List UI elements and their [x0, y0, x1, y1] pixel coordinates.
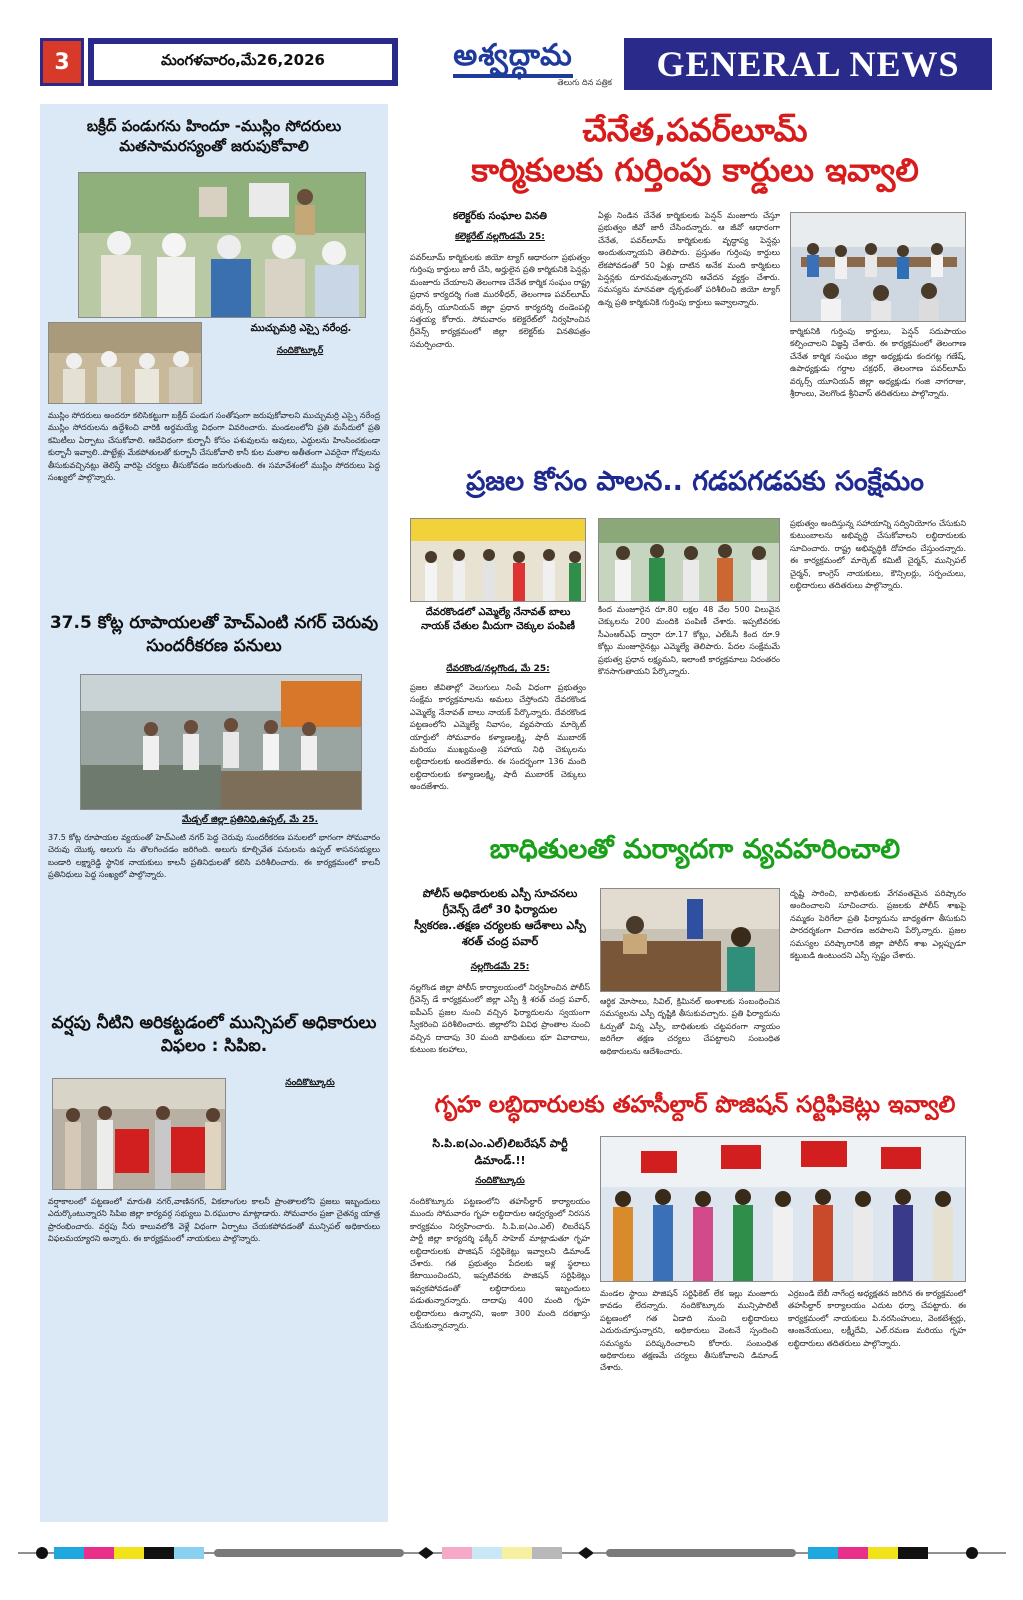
main-2-headline: ప్రజల కోసం పాలన.. గడపగడపకు సంక్షేమం: [466, 466, 924, 497]
main-2-body-col-3: ప్రభుత్వం అందిస్తున్న సహాయాన్ని సద్వినియోగం చేసుకుని కుటుంబాలను అభివృద్ధి చేసుకోవాలని లబ్ధిదారులకు సూచించారు. రాష్ట్ర అభివృద్ధికి దోహదం చేస్తుందన్నారు. ఈ కార్యక్రమంలో మార్కెట్ కమిటీ చైర్మన్, మున్సిపల్ చైర్మన్, కాంగ్రెస్ నాయకులు, కౌన్సిలర్లు, సర్పంచులు, లబ్ధిదారులు తదితరులు పాల్గొన్నారు.: [790, 519, 966, 590]
article-1-body: ముస్లిం సోదరులు అందరూ కలిసికట్టుగా బక్రీద్ పండుగ సంతోషంగా జరుపుకోవాలని ముచ్చుమర్రి ఎస్సై నరేంద్ర ముస్లిం సోదరులను ఉద్దేశించి వారికి అర్థమయ్యే విధంగా వివరించారు. మండలంలోని ప్రతి మసీదులో ప్రతి కమిటీలు ఏర్పాటు చేసుకోవాలి. ఆదేవిధంగా కుర్బానీ కోసం పశువులను అవులు, ఎద్దులను హింసించకుండా కుర్బానీ ఇవ్వాలి..పొట్టేళ్లు మేకపోతులతో కుర్బానీ చేసుకోవాలి కానీ కుల మతాల అతీతంగా ఎవరైనా గోవులను తీసుకువచ్చినట్లు తెలిస్తే వారిపై చర్యలు తీసుకోవడం జరుగుతుంది. ఈ సమావేశంలో ముస్లిం సోదరులు పెద్ద సంఖ్యలో పాల్గొన్నారు.: [48, 411, 380, 482]
main-2-dateline: దేవరకొండ/నల్లగొండ, మే 25:: [446, 664, 550, 674]
main-4-subhead: సి.పి.ఐ(ఎం.ఎల్)లిబరేషన్ పార్టీ డిమాండ్.!!: [432, 1137, 568, 1167]
masthead-logo: [404, 36, 622, 90]
main-3-subhead: పోలీస్ అధికారులకు ఎస్పీ సూచనలు గ్రీవెన్స్ డేలో 30 ఫిర్యాదుల స్వీకరణ..తక్షణ చర్యలకు ఆదేశాలు ఎస్పీ శరత్ చంద్ర పవార్: [414, 887, 586, 948]
issue-date: మంగళవారం,మే26,2026: [94, 44, 392, 80]
main-2-body-col-2: కింద మంజూరైన రూ.80 లక్షల 48 వేల 500 విలువైన చెక్కులను 200 మందికి పంపిణీ చేశారు. ఇప్పటివరకు సీఎంఆర్ఎఫ్ ద్వారా రూ.17 కోట్లు, ఎల్ఓసీ కింద రూ.9 కోట్లు మంజూరైనట్లు ఎమ్మెల్యే తెలిపారు. పేదల సంక్షేమమే ప్రభుత్వ ప్రధాన లక్ష్యమని, ఇలాంటి కార్యక్రమాలు నిరంతరం కొనసాగుతాయని పేర్కొన్నారు.: [598, 605, 780, 676]
article-2-body: 37.5 కోట్ల రూపాయల వ్యయంతో హెచ్ఎంటి నగర్ పెద్ద చెరువు సుందరీకరణ పనులలో భాగంగా సోమవారం చెరువు యొక్క అలుగు ను తొలగించడం జరిగింది. అలుగు కూల్చివేత పనులను ఉప్పల్ శాసనసభ్యులు బండారి లక్ష్మారెడ్డి స్థానిక నాయకులు కాలనీ ప్రతినిధులతో కలిసి పరిశీలించారు. ఈ కార్యక్రమంలో కాలనీ ప్రతినిధులు పెద్ద సంఖ్యలో పాల్గొన్నారు.: [48, 833, 380, 880]
main-1-headline-line-2: కార్మికులకు గుర్తింపు కార్డులు ఇవ్వాలి: [471, 151, 919, 189]
masthead-title: అశ్వద్ధామ: [453, 38, 573, 78]
main-2-photo-2: [598, 518, 780, 602]
main-4-headline: గృహ లబ్ధిదారులకు తహసీల్దార్ పొజిషన్ సర్టిఫికెట్లు ఇవ్వాలి: [434, 1092, 956, 1118]
main-3-body-col-1: నల్లగొండ జిల్లా పోలీస్ కార్యాలయంలో నిర్వహించిన పోలీస్ గ్రీవెన్స్ డే కార్యక్రమంలో జిల్లా ఎస్పీ శ్రీ శరత్ చంద్ర పవార్, ఐపీఎస్ ప్రజల నుంచి వచ్చిన ఫిర్యాదులను స్వయంగా స్వీకరించి పరిశీలించారు. జిల్లాలోని వివిధ ప్రాంతాల నుంచి వచ్చిన దాదాపు 30 మంది బాధితులు భూ వివాదాలు, కుటుంబ కలహాలు,: [410, 983, 590, 1054]
article-3-dateline: నందికొట్కూరు: [285, 1078, 335, 1088]
main-2-photo-caption: దేవరకొండలో ఎమ్మెల్యే నేనావత్ బాలు నాయక్ చేతుల మీదుగా చెక్కుల పంపిణీ: [420, 607, 576, 632]
main-4-dateline: నందికొట్కూరు: [475, 1176, 525, 1186]
page-number: 3: [40, 38, 84, 86]
main-2-body-col-1: ప్రజల జీవితాల్లో వెలుగులు నింపే విధంగా ప్రభుత్వం సంక్షేమ కార్యక్రమాలను అమలు చేస్తోందని దేవరకొండ ఎమ్మెల్యే నేనావత్ బాలు నాయక్ పేర్కొన్నారు. దేవరకొండ పట్టణంలోని ఎమ్మెల్యే నివాసం, వ్యవసాయ మార్కెట్ యార్డులో సోమవారం కళ్యాణలక్ష్మి, షాదీ ముబారక్ మరియు ముఖ్యమంత్రి సహాయ నిధి చెక్కులను లబ్ధిదారులకు అందజేశారు. ఈ సందర్భంగా 136 మంది లబ్ధిదారులకు కళ్యాణలక్ష్మి, షాదీ ముబారక్ చెక్కులు అందజేశారు.: [410, 683, 586, 792]
main-2-photo-1: [410, 518, 586, 602]
main-4-body-col-1: నందికొట్కూరు పట్టణంలోని తహసీల్దార్ కార్యాలయం ముందు సోమవారం గృహ లబ్ధిదారుల ఆధ్వర్యంలో నిరసన కార్యక్రమం నిర్వహించారు. సి.పి.ఐ(ఎం.ఎల్) లిబరేషన్ పార్టీ జిల్లా కార్యదర్శి ఫక్కీర్ సాహెబ్ మాట్లాడుతూ గృహ లబ్ధిదారులకు పొజిషన్ సర్టిఫికెట్లు ఇవ్వాలని డిమాండ్ చేశారు. గత ప్రభుత్వం పేదలకు ఇళ్ల స్థలాలు కేటాయించిందని, ఇప్పటివరకు పొజిషన్ సర్టిఫికెట్లు ఇవ్వకపోవడంతో లబ్ధిదారులు ఇబ్బందులు పడుతున్నారన్నారు. దాదాపు 400 మంది గృహ లబ్ధిదారులు ఉన్నారని, ఇంకా 300 మంది దరఖాస్తు చేసుకున్నారన్నారు.: [410, 1197, 590, 1330]
article-2-photo: [80, 674, 362, 810]
date-box: [88, 38, 398, 86]
main-1-dateline: కలెక్టరేట్ నల్లగొండమే 25:: [455, 232, 545, 242]
main-1-headline-line-1: చేనేత,పవర్‌లూమ్: [582, 111, 808, 149]
main-3-body-col-2: ఆర్థిక మోసాలు, సివిల్, క్రిమినల్ అంశాలకు సంబంధించిన సమస్యలను ఎస్పీ దృష్టికి తీసుకువచ్చారు. ప్రతి ఫిర్యాదును ఓర్పుతో విన్న ఎస్పీ, బాధితులకు చట్టపరంగా న్యాయం జరిగేలా తక్షణ చర్యలు చేపట్టాలని సంబంధిత అధికారులను ఆదేశించారు.: [600, 997, 780, 1056]
main-4-body-col-2: మండల స్థాయి పొజిషన్ సర్టిఫికెట్ లేక ఇల్లు మంజూరు కావడం లేదన్నారు. నందికొట్కూరు మున్సిపాలిటీ పట్టణంలో గత ఏడాది నుంచి లబ్ధిదారులు ఎదురుచూస్తున్నారని, అధికారులు వెంటనే స్పందించి సమస్యను పరిష్కరించాలని కోరారు. సంబంధిత అధికారులు తక్షణమే చర్యలు తీసుకోవాలని డిమాండ్ చేశారు.: [600, 1289, 778, 1373]
article-3-body: వర్షాకాలంలో పట్టణంలో మారుతి నగర్,వాణినగర్, వికలాంగుల కాలనీ ప్రాంతాలలోని ప్రజలు ఇబ్బందులు ఎదుర్కొంటున్నారని సిపిఐ జిల్లా కార్యవర్గ సభ్యులు వి.రఘురాం మాట్లాడారు. సోమవారం ప్రజా చైతన్య యాత్ర ప్రారంభించారు. వర్షపు నీరు కాలువలోకి వెళ్లే విధంగా ఏర్పాటు చేయకపోవడంతో మున్సిపల్ అధికారులు విఫలమయ్యారని అన్నారు. ఈ కార్యక్రమంలో నాయకులు పాల్గొన్నారు.: [48, 1197, 380, 1244]
main-1-body-col-2: ఏళ్లు నిండిన చేనేత కార్మికులకు పెన్షన్ మంజూరు చేస్తూ ప్రభుత్వం జీవో జారీ చేసిందన్నారు. ఆ జీవో ఆధారంగా చేనేత, పవర్‌లూమ్ కార్మికులకు వృద్ధాప్య పెన్షన్లు అందుతున్నాయని తెలిపారు. ప్రస్తుతం గుర్తింపు కార్డులు లేకపోవడంతో 50 ఏళ్లు దాటిన అనేక మంది కార్మికులు పెన్షన్లకు దూరమవుతున్నారని ఆవేదన వ్యక్తం చేశారు. సమస్యను మానవతా దృక్పథంతో పరిశీలించి జియో ట్యాగ్ ఉన్న ప్రతి కార్మికునికి గుర్తింపు కార్డులు ఇవ్వాలన్నారు.: [598, 211, 780, 307]
main-3-body-col-3: దృష్టి సారించి, బాధితులకు వేగవంతమైన పరిష్కారం అందించాలని సూచించారు. ప్రజలకు పోలీస్ శాఖపై నమ్మకం పెరిగేలా ప్రతి ఫిర్యాదును బాధ్యతగా తీసుకుని పారదర్శకంగా విచారణ జరపాలని పేర్కొన్నారు. ప్రజల సమస్యల పరిష్కారానికి జిల్లా పోలీస్ శాఖ ఎల్లప్పుడూ కట్టుబడి ఉంటుందని ఎస్పీ స్పష్టం చేశారు.: [790, 889, 966, 960]
article-2-dateline: మేడ్చల్ జిల్లా ప్రతినిధి,ఉప్పల్, మే 25.: [181, 815, 319, 825]
article-2-headline: 37.5 కోట్ల రూపాయలతో హెచ్ఎంటి నగర్ చెరువు సుందరీకరణ పనులు: [49, 613, 379, 656]
main-1-body-col-1: పవర్‌లూమ్ కార్మికులకు జియో ట్యాగ్ ఆధారంగా ప్రభుత్వం గుర్తింపు కార్డులు జారీ చేసి, అర్హులైన ప్రతి కార్మికునికి పెన్షన్లు మంజూరు చేయాలని తెలంగాణ చేనేత కార్మిక సంఘం రాష్ట్ర ప్రధాన కార్యదర్శి గంజి మురళీధర్, తెలంగాణ పవర్‌లూమ్ వర్కర్స్ యూనియన్ జిల్లా ప్రధాన కార్యదర్శి దండెంపల్లి సత్తయ్య కోరారు. సోమవారం కలెక్టరేట్‌లో నిర్వహించిన గ్రీవెన్స్ కార్యక్రమంలో జిల్లా కలెక్టర్‌కు వినతిపత్రం సమర్పించారు.: [410, 253, 590, 349]
article-1-photo: [78, 172, 366, 318]
article-1-byline: ముచ్చుమర్రి ఎస్సై నరేంద్ర.: [250, 323, 352, 334]
article-3-photo: [52, 1078, 226, 1190]
main-3-photo: [600, 888, 780, 992]
article-3-headline: వర్షపు నీటిని అరికట్టడంలో మున్సిపల్ అధికారులు విఫలం : సిపిఐ.: [51, 1013, 377, 1056]
main-4-body-col-3: ఎర్రబండి బేబీ నాగేంద్ర అధ్యక్షతన జరిగిన ఈ కార్యక్రమంలో తహసీల్దార్ కార్యాలయం ఎదుట ధర్నా చేపట్టారు. ఈ కార్యక్రమంలో నాయకులు పి.నరసింహులు, వెంకటేశ్వర్లు, ఆంజనేయులు, లక్ష్మీదేవి, ఎల్.రమణ మరియు గృహ లబ్ధిదారులు తదితరులు పాల్గొన్నారు.: [788, 1289, 966, 1348]
main-4-photo: [600, 1136, 966, 1282]
main-3-dateline: నల్లగొండమే 25:: [470, 962, 530, 972]
section-title: GENERAL NEWS: [624, 38, 992, 90]
main-1-photo: [790, 212, 966, 322]
main-3-headline: బాధితులతో మర్యాదగా వ్యవహరించాలి: [489, 834, 901, 865]
article-1-inset-photo: [48, 322, 202, 404]
main-1-subhead: కలెక్టర్‌కు సంఘాల వినతి: [452, 211, 548, 222]
masthead-subtitle: తెలుగు దిన పత్రిక: [557, 77, 612, 87]
main-1-body-col-3: కార్మికునికి గుర్తింపు కార్డులు, పెన్షన్ సదుపాయం కల్పించాలని విజ్ఞప్తి చేశారు. ఈ కార్యక్రమంలో తెలంగాణ చేనేత కార్మిక సంఘం జిల్లా అధ్యక్షుడు కందగట్ల గణేష్, ఉపాధ్యక్షుడు గర్దాల చక్రధర్, తెలంగాణ పవర్‌లూమ్ వర్కర్స్ యూనియన్ జిల్లా అధ్యక్షుడు గంజి నాగరాజు, శ్రీరాంలు, వెలగొండ శ్రీనివాస్ తదితరులు పాల్గొన్నారు.: [790, 327, 966, 398]
print-registration-strip: [18, 1545, 1006, 1559]
article-1-dateline: నందికొట్కూర్: [276, 346, 324, 356]
article-1-headline: బక్రీద్ పండుగను హిందూ -ముస్లిం సోదరులు మతసామరస్యంతో జరుపుకోవాలి: [86, 117, 342, 156]
